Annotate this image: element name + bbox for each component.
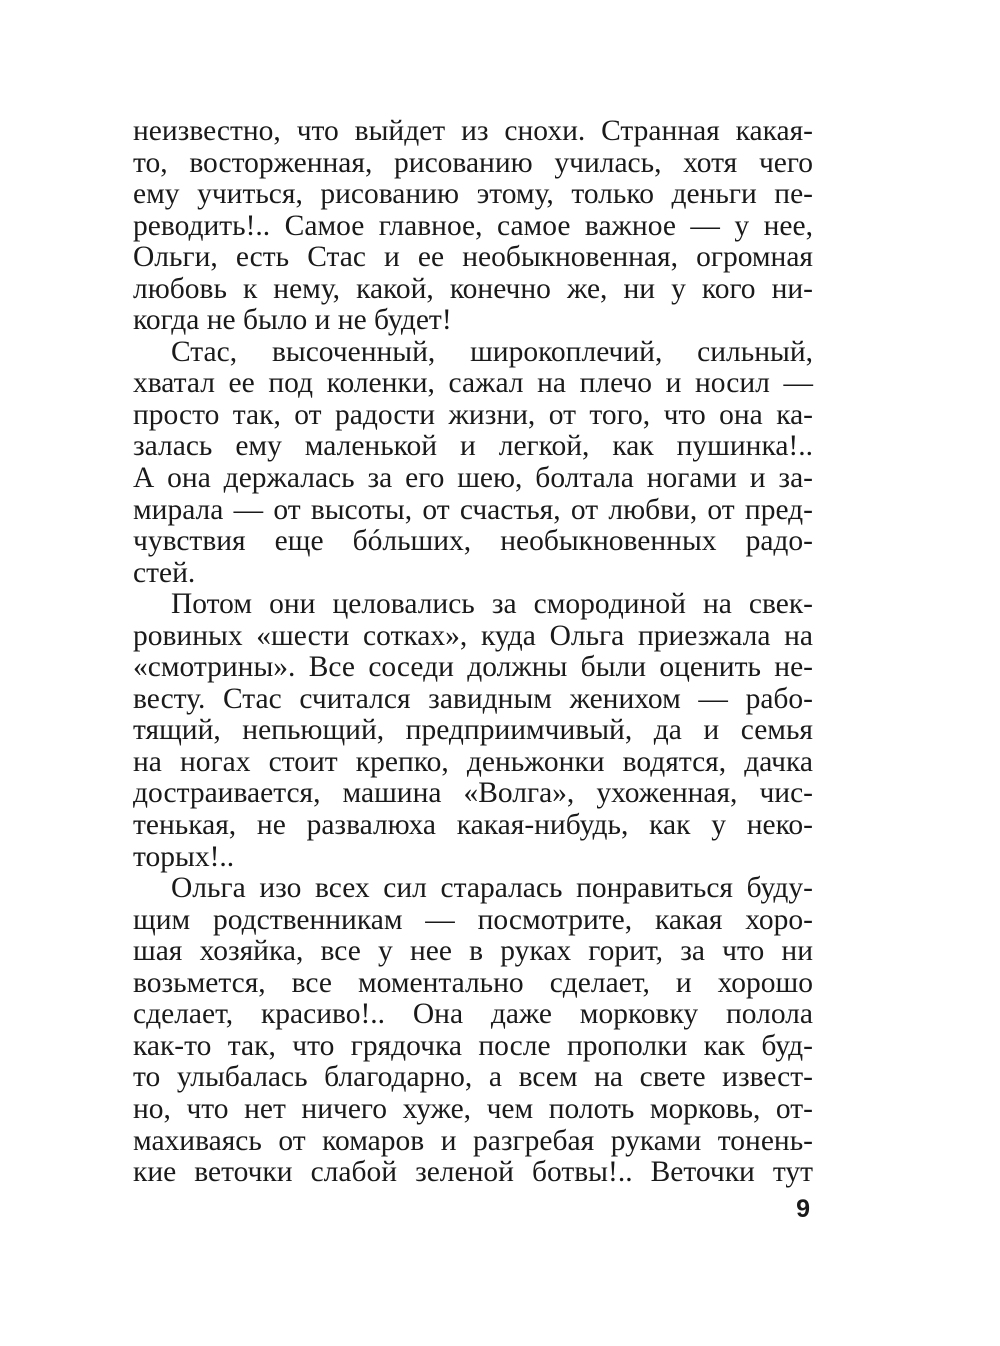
text-line: торых!.. [133, 840, 235, 873]
text-line: чувствия еще бóльших, необыкновенных радо- [133, 525, 813, 558]
text-line: весту. Стас считался завидным женихом — рабо- [133, 682, 813, 715]
page-number: 9 [796, 1195, 810, 1223]
text-line: тящий, непьющий, предприимчивый, да и семья [133, 714, 813, 747]
text-line: когда не было и не будет! [133, 304, 452, 337]
text-line: А она держалась за его шею, болтала ногами и за- [133, 462, 813, 495]
paragraph [133, 116, 813, 337]
body-text [133, 116, 813, 1189]
text-line: ровиных «шести сотках», куда Ольга приезжала на [133, 619, 813, 652]
text-line: стей. [133, 556, 196, 589]
text-line: «смотрины». Все соседи должны были оценить не- [133, 651, 813, 684]
text-line: неизвестно, что выйдет из снохи. Странная какая- [133, 115, 813, 147]
text-line: на ногах стоит крепко, деньжонки водятся, дачка [133, 745, 813, 778]
text-line: ему учиться, рисованию этому, только деньги пе- [133, 178, 813, 211]
text-line: Потом они целовались за смородиной на свек- [171, 588, 813, 621]
text-line: Стас, высоченный, широкоплечий, сильный, [171, 335, 813, 368]
text-line: шая хозяйка, все у нее в руках горит, за что ни [133, 935, 813, 968]
text-line: кие веточки слабой зеленой ботвы!.. Веточки тут [133, 1156, 813, 1189]
text-line: любовь к нему, какой, конечно же, ни у кого ни- [133, 272, 813, 305]
text-line: просто так, от радости жизни, от того, что она ка- [133, 398, 813, 431]
paragraph [133, 337, 813, 589]
text-line: залась ему маленькой и легкой, как пушинка!.. [133, 430, 813, 463]
text-line: сделает, красиво!.. Она даже морковку полола [133, 998, 813, 1031]
text-line: Ольги, есть Стас и ее необыкновенная, огромная [133, 241, 813, 274]
paragraph [133, 589, 813, 873]
text-line: щим родственникам — посмотрите, какая хоро- [133, 903, 813, 936]
text-line: но, что нет ничего хуже, чем полоть морковь, от- [133, 1092, 813, 1125]
paragraph [133, 873, 813, 1188]
text-line: достраивается, машина «Волга», ухоженная, чис- [133, 777, 813, 810]
text-line: Ольга изо всех сил старалась понравиться буду- [171, 872, 813, 905]
text-line: как-то так, что грядочка после прополки как буд- [133, 1029, 813, 1062]
text-line: то улыбалась благодарно, а всем на свете извест- [133, 1061, 813, 1094]
text-line: то, восторженная, рисованию училась, хотя чего [133, 146, 813, 179]
text-line: тенькая, не развалюха какая-нибудь, как у неко- [133, 809, 813, 842]
text-line: реводить!.. Самое главное, самое важное — у нее, [133, 209, 813, 242]
text-line: хватал ее под коленки, сажал на плечо и носил — [133, 367, 813, 400]
text-line: махиваясь от комаров и разгребая руками тонень- [133, 1124, 813, 1157]
text-line: мирала — от высоты, от счастья, от любви, от пред- [133, 493, 813, 526]
text-line: возьмется, все моментально сделает, и хорошо [133, 966, 813, 999]
